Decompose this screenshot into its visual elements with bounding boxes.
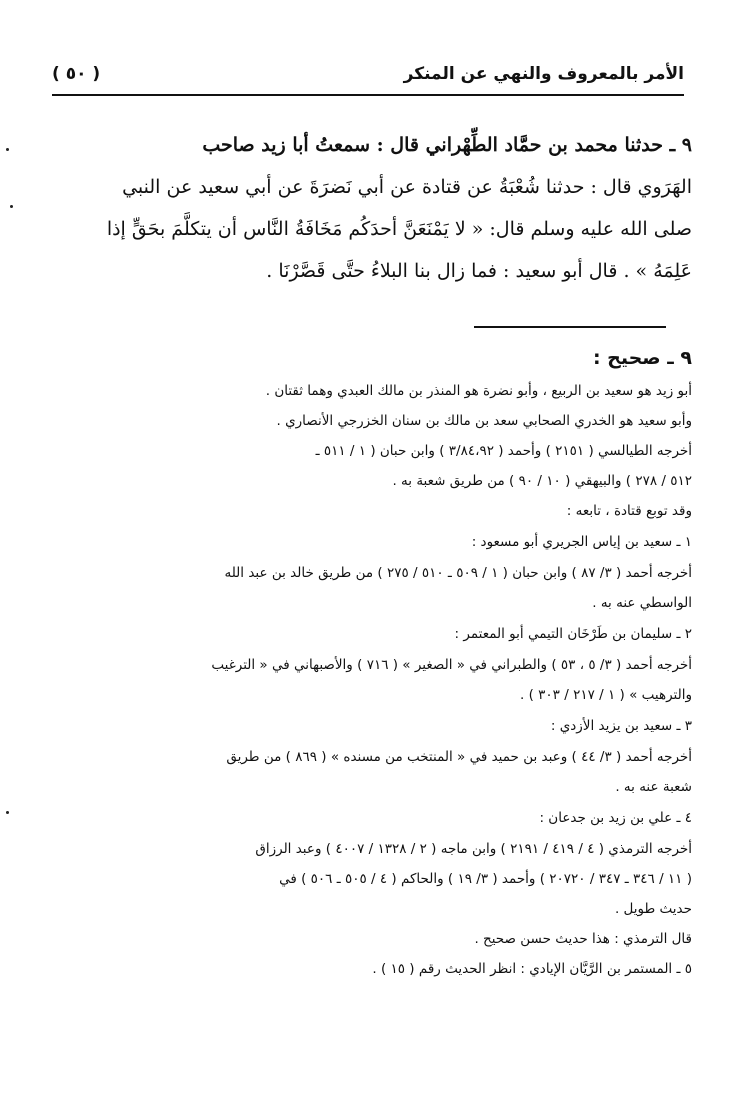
note-line: أخرجه الطيالسي ( ٢١٥١ ) وأحمد ( ٣/٨٤،٩٢ ) وابن حبان ( ١ / ٥١١ ـ	[315, 443, 692, 459]
hadith-line: عَلِمَهُ » . قال أبو سعيد : فما زال بنا البلاءُ حتَّى قَصَّرْنَا .	[266, 260, 692, 282]
note-line: أخرجه أحمد ( ٣/ ٥ ، ٥٣ ) والطبراني في « الصغير » ( ٧١٦ ) والأصبهاني في « الترغيب	[211, 657, 692, 673]
note-line: وأبو سعيد هو الخدري الصحابي سعد بن مالك بن سنان الخزرجي الأنصاري .	[276, 413, 692, 429]
note-line: حديث طويل .	[614, 901, 692, 917]
hadith-line: الهَرَوي قال : حدثنا شُعْبَةُ عن قتادة عن أبي نَضرَةَ عن أبي سعيد عن النبي	[122, 176, 692, 198]
notes-heading: ٩ ـ صحيح :	[592, 347, 692, 369]
scan-speck	[6, 148, 9, 151]
scan-speck	[6, 811, 9, 814]
page-number: ( ٥٠ )	[52, 64, 101, 84]
note-line: الواسطي عنه به .	[592, 595, 692, 611]
scan-speck	[10, 205, 13, 208]
note-line: وقد توبع قتادة ، تابعه :	[566, 503, 692, 519]
note-line: أخرجه أحمد ( ٣/ ٤٤ ) وعبد بن حميد في « المنتخب من مسنده » ( ٨٦٩ ) من طريق	[226, 749, 692, 765]
note-subheading: ١ ـ سعيد بن إياس الجريري أبو مسعود :	[471, 534, 692, 550]
note-line: ( ١١ / ٣٤٦ ـ ٣٤٧ / ٢٠٧٢٠ ) وأحمد ( ٣/ ١٩ ) والحاكم ( ٤ / ٥٠٥ ـ ٥٠٦ ) في	[279, 871, 692, 887]
note-line: قال الترمذي : هذا حديث حسن صحيح .	[474, 931, 692, 947]
hadith-line: ٩ ـ حدثنا محمد بن حمَّاد الطِّهْراني قال : سمعتُ أبا زيد صاحب	[202, 134, 692, 156]
header-title: الأمر بالمعروف والنهي عن المنكر	[403, 64, 684, 84]
note-line: والترهيب » ( ١ / ٢١٧ / ٣٠٣ ) .	[520, 687, 692, 703]
note-line: شعبة عنه به .	[615, 779, 692, 795]
running-header	[52, 62, 684, 96]
takhrij-notes	[60, 340, 692, 984]
note-line: ٥ ـ المستمر بن الرَّيَّان الإيادي : انظر الحديث رقم ( ١٥ ) .	[372, 961, 692, 977]
note-subheading: ٤ ـ علي بن زيد بن جدعان :	[539, 810, 692, 826]
note-line: أخرجه الترمذي ( ٤ / ٤١٩ / ٢١٩١ ) وابن ماجه ( ٢ / ١٣٢٨ / ٤٠٠٧ ) وعبد الرزاق	[255, 841, 692, 857]
note-subheading: ٢ ـ سليمان بن طَرْخَان التيمي أبو المعتمر :	[454, 626, 692, 642]
note-line: ٥١٢ / ٢٧٨ ) والبيهقي ( ١٠ / ٩٠ ) من طريق شعبة به .	[392, 473, 692, 489]
note-line: أخرجه أحمد ( ٣/ ٨٧ ) وابن حبان ( ١ / ٥٠٩ ـ ٥١٠ / ٢٧٥ ) من طريق خالد بن عبد الله	[224, 565, 692, 581]
hadith-text	[52, 124, 692, 292]
hadith-line: صلى الله عليه وسلم قال: « لا يَمْنَعَنَّ أحدَكُم مَخَافَةُ النَّاس أن يتكلَّمَ بحَقٍّ إذا	[106, 218, 692, 240]
note-line: أبو زيد هو سعيد بن الربيع ، وأبو نضرة هو المنذر بن مالك العبدي وهما ثقتان .	[265, 383, 692, 399]
footnote-separator	[474, 326, 666, 328]
note-subheading: ٣ ـ سعيد بن يزيد الأزدي :	[550, 718, 692, 734]
